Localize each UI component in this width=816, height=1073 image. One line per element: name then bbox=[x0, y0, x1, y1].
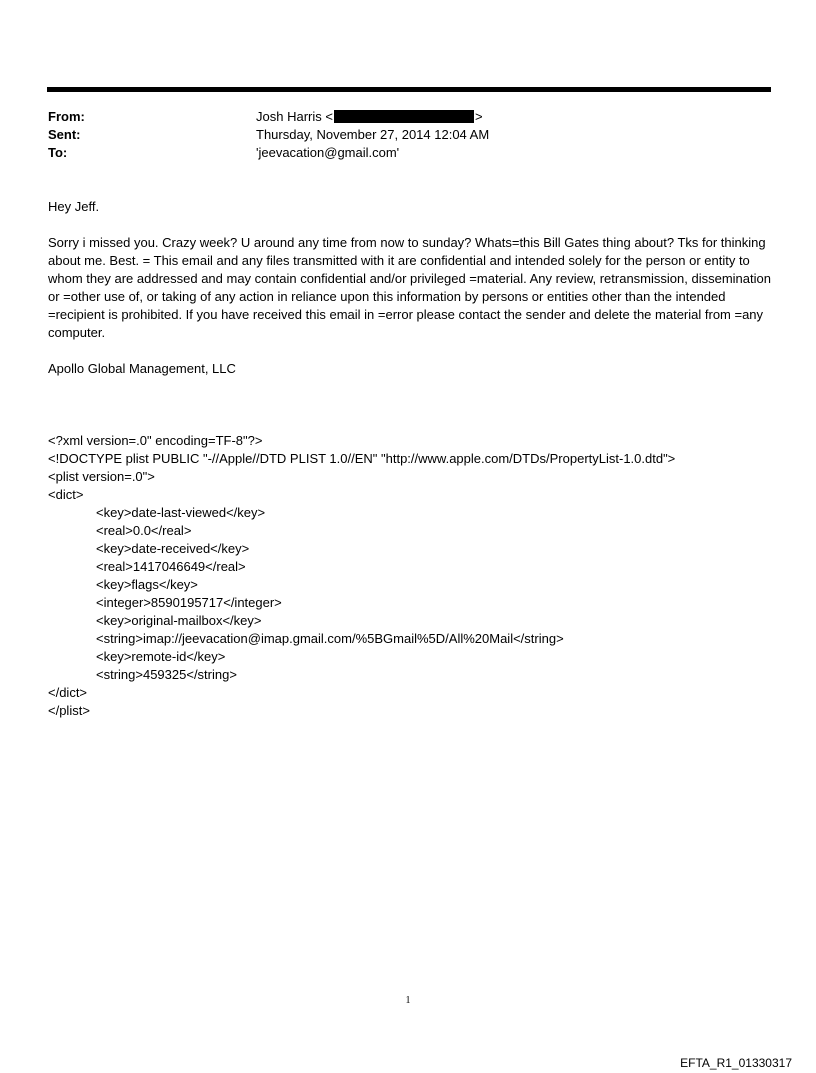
to-label: To: bbox=[48, 145, 68, 160]
message-paragraph: Sorry i missed you. Crazy week? U around any time from now to sunday? Whats=this Bill Gates thing about? Tks for thinking about me. Best. = This email and any files transmitted with it are confidential and intended solely for the person or entity to whom they are addressed and may contain confidential and/or privileged =material. Any review, retransmission, dissemination or =other use of, or taking of any action in reliance upon this information by persons or entities other than the intended =recipient is prohibited. If you have received this email in =error please contact the sender and delete the material from =any computer. bbox=[48, 235, 771, 340]
email-header bbox=[48, 108, 768, 162]
sent-label: Sent: bbox=[48, 127, 81, 142]
from-row bbox=[48, 108, 768, 126]
header-divider-rule bbox=[47, 87, 771, 92]
from-name: Josh Harris < bbox=[256, 109, 333, 124]
plist-block bbox=[48, 432, 772, 720]
plist-entry: <real>0.0</real> bbox=[96, 523, 192, 538]
dict-open-tag: <dict> bbox=[48, 487, 84, 502]
sent-row bbox=[48, 126, 768, 144]
bates-number: EFTA_R1_01330317 bbox=[680, 1056, 792, 1070]
dict-close-tag: </dict> bbox=[48, 685, 88, 700]
to-value: 'jeevacation@gmail.com' bbox=[256, 145, 400, 160]
plist-xml-declaration: <?xml version=.0" encoding=TF-8"?> bbox=[48, 433, 263, 448]
plist-entry: <real>1417046649</real> bbox=[96, 559, 246, 574]
email-body bbox=[48, 198, 772, 720]
plist-entry: <integer>8590195717</integer> bbox=[96, 595, 282, 610]
page-number: 1 bbox=[405, 995, 411, 1006]
redaction-box bbox=[334, 110, 474, 123]
plist-entry: <string>459325</string> bbox=[96, 667, 237, 682]
sent-value: Thursday, November 27, 2014 12:04 AM bbox=[256, 127, 490, 142]
plist-doctype: <!DOCTYPE plist PUBLIC "-//Apple//DTD PLIST 1.0//EN" "http://www.apple.com/DTDs/PropertyList-1.0.dtd"> bbox=[48, 451, 676, 466]
from-value bbox=[256, 108, 768, 126]
plist-entry: <key>date-received</key> bbox=[96, 541, 250, 556]
plist-entry: <key>remote-id</key> bbox=[96, 649, 226, 664]
plist-close-tag: </plist> bbox=[48, 703, 90, 718]
from-suffix: > bbox=[474, 109, 483, 124]
plist-entry: <key>original-mailbox</key> bbox=[96, 613, 262, 628]
greeting: Hey Jeff. bbox=[48, 199, 100, 214]
plist-entry: <key>date-last-viewed</key> bbox=[96, 505, 266, 520]
plist-open-tag: <plist version=.0"> bbox=[48, 469, 155, 484]
to-row bbox=[48, 144, 768, 162]
plist-entry: <key>flags</key> bbox=[96, 577, 198, 592]
signature: Apollo Global Management, LLC bbox=[48, 361, 236, 376]
plist-entry: <string>imap://jeevacation@imap.gmail.com/%5BGmail%5D/All%20Mail</string> bbox=[96, 631, 564, 646]
from-label: From: bbox=[48, 109, 85, 124]
